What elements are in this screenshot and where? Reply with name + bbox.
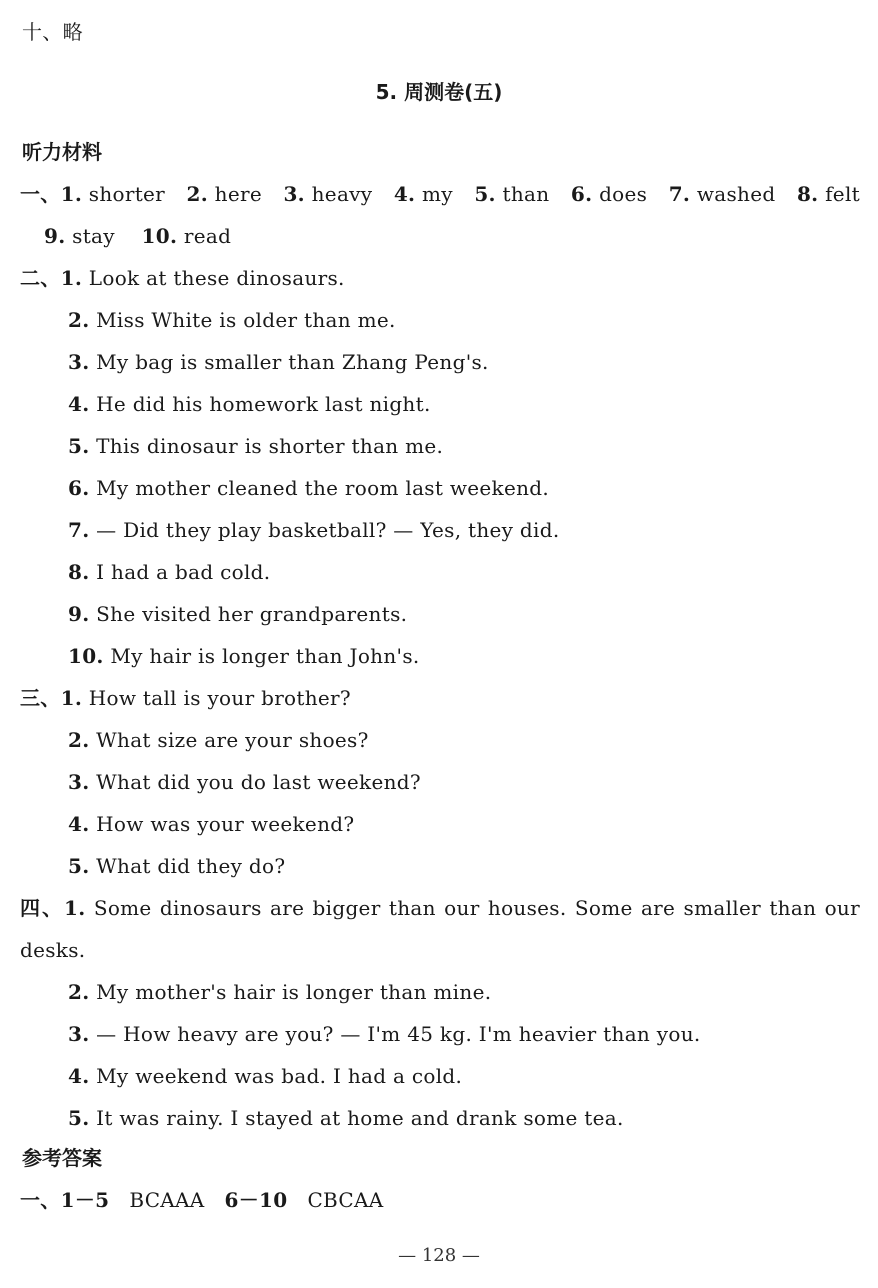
answers-heading: 参考答案 xyxy=(22,1146,102,1170)
section1-item: 8. felt xyxy=(796,182,860,206)
section1-item: 7. washed xyxy=(668,182,776,206)
section1-item: 3. heavy xyxy=(283,182,373,206)
section1-item: 5. than xyxy=(474,182,550,206)
section1-item: 10. read xyxy=(141,224,232,248)
section4-item: 四、1. Some dinosaurs are bigger than our houses. Some are smaller than our xyxy=(20,896,860,920)
listening-heading: 听力材料 xyxy=(22,140,102,164)
section2-item: 10. My hair is longer than John's. xyxy=(68,644,420,668)
answer-range: 1－5 xyxy=(60,1188,110,1212)
section3-item: 2. What size are your shoes? xyxy=(68,728,369,752)
top-note: 十、略 xyxy=(22,20,83,44)
answer-values: CBCAA xyxy=(307,1188,384,1212)
section2-item: 3. My bag is smaller than Zhang Peng's. xyxy=(68,350,489,374)
section1-item: 2. here xyxy=(186,182,262,206)
section2-item: 5. This dinosaur is shorter than me. xyxy=(68,434,444,458)
section1-row2 xyxy=(44,222,231,250)
section3-item: 5. What did they do? xyxy=(68,854,286,878)
section1-row1 xyxy=(20,180,860,208)
section4-item-continuation: desks. xyxy=(20,938,86,962)
page-number: — 128 — xyxy=(398,1245,480,1266)
section2-item: 2. Miss White is older than me. xyxy=(68,308,396,332)
section2-item: 7. — Did they play basketball? — Yes, they did. xyxy=(68,518,560,542)
section4-item: 5. It was rainy. I stayed at home and drank some tea. xyxy=(68,1106,624,1130)
section4-item: 3. — How heavy are you? — I'm 45 kg. I'm heavier than you. xyxy=(68,1022,701,1046)
section2-item: 9. She visited her grandparents. xyxy=(68,602,408,626)
page-title: 5. 周测卷(五) xyxy=(375,80,503,104)
section1-item: 4. my xyxy=(393,182,453,206)
section1-item: 一、1. shorter xyxy=(20,182,166,206)
section3-item: 三、1. How tall is your brother? xyxy=(20,686,351,710)
section2-item: 6. My mother cleaned the room last weekend. xyxy=(68,476,550,500)
section1-item: 9. stay xyxy=(44,224,115,248)
section1-item: 6. does xyxy=(570,182,648,206)
section2-item: 二、1. Look at these dinosaurs. xyxy=(20,266,345,290)
section3-item: 4. How was your weekend? xyxy=(68,812,355,836)
section4-item: 2. My mother's hair is longer than mine. xyxy=(68,980,492,1004)
answer-values: BCAAA xyxy=(129,1188,205,1212)
answer-range: 6－10 xyxy=(224,1188,288,1212)
section2-item: 8. I had a bad cold. xyxy=(68,560,271,584)
section4-item: 4. My weekend was bad. I had a cold. xyxy=(68,1064,463,1088)
section2-item: 4. He did his homework last night. xyxy=(68,392,431,416)
section3-item: 3. What did you do last weekend? xyxy=(68,770,421,794)
answers-row: 一、1－5 BCAAA 6－10 CBCAA xyxy=(20,1188,384,1212)
